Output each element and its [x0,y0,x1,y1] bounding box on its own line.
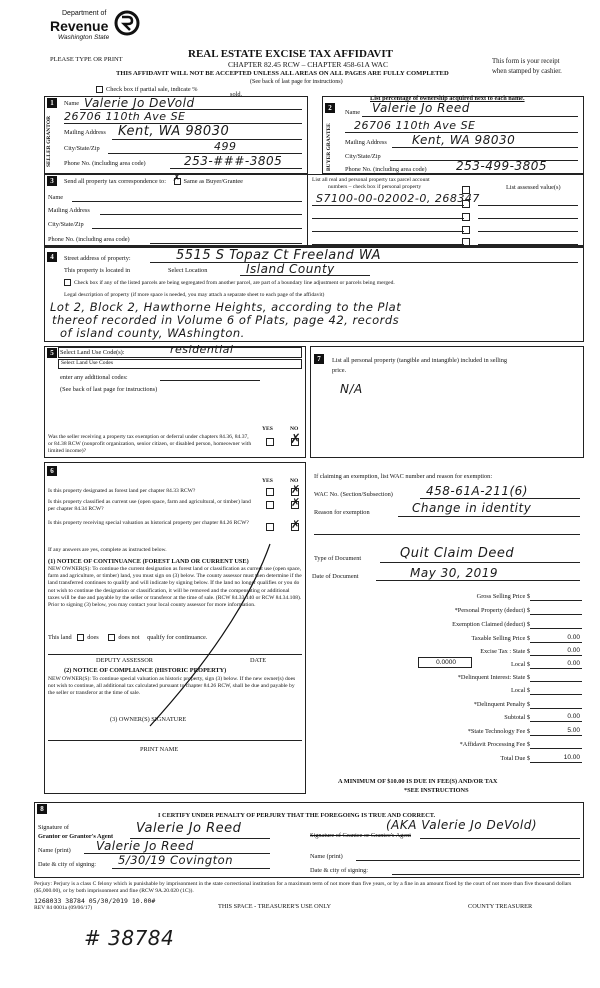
name-print-value[interactable]: Valerie Jo Reed [96,839,194,853]
rev-code: REV 84 0001a (09/06/17) [34,905,93,911]
section-2-number: 2 [325,103,335,113]
sec6-q2-no[interactable]: ✗ [291,496,301,509]
sec6-q3: Is this property receiving special valuation as historical property per chapter 84.26 RCW? [48,520,249,526]
pct-ownership: List percentage of ownership acquired next to each name. [370,95,525,102]
delinquent-penalty-label: *Delinquent Penalty $ [473,701,530,708]
total-value: 10.00 [563,754,580,761]
sec3-name-label: Name [48,194,64,201]
buyer-name-label: Name [345,109,361,116]
section-1-side-label: SELLER GRANTOR [46,115,52,167]
seller-city-label: City/State/Zip [64,145,100,152]
buyer-mailing[interactable]: Kent, WA 98030 [412,133,516,147]
gross-label: Gross Selling Price $ [476,593,530,600]
section-8-number: 8 [37,804,47,814]
form-warning: THIS AFFIDAVIT WILL NOT BE ACCEPTED UNLESS ALL AREAS ON ALL PAGES ARE FULLY COMPLETED [116,70,449,77]
seller-city-extra[interactable]: 499 [214,140,237,153]
sec5-yes-checkbox[interactable] [266,438,274,446]
parcel-list-label-1: List all real and personal property tax parcel account [312,177,430,183]
same-as-buyer-checkbox[interactable]: ✗ [172,173,182,185]
date-city-label-2: Date & city of signing: [310,867,369,874]
seller-phone[interactable]: 253-###-3805 [184,154,283,168]
sec5-no: NO [290,426,299,432]
taxable-value: 0.00 [567,634,580,641]
buyer-mailing-label: Mailing Address [345,139,387,146]
seller-mailing-label: Mailing Address [64,129,106,136]
claim-exemption-label: If claiming an exemption, list WAC number and reason for exemption: [314,473,493,480]
legal-desc-1[interactable]: Lot 2, Block 2, Hawthorne Heights, according to the Plat [50,300,402,314]
land-use-value[interactable]: residential [170,343,234,356]
section-5-number: 5 [47,348,57,358]
local2-label: Local $ [510,687,530,694]
legal-desc-2[interactable]: thereof recorded in Volume 6 of Plats, page 42, records [52,313,400,327]
buyer-city-label: City/State/Zip [345,153,381,160]
continuance-row: This land does does not qualify for continuance. [48,634,208,641]
select-location[interactable]: Select Location [168,267,208,274]
doc-type-label: Type of Document [314,555,362,562]
partial-sale-row: Check box if partial sale, indicate % [96,86,197,93]
subtotal-label: Subtotal $ [504,714,530,721]
sec3-mailing-label: Mailing Address [48,207,90,214]
minimum-due-1: A MINIMUM OF $10.00 IS DUE IN FEE(S) AND/OR TAX [338,778,498,785]
wac-label: WAC No. (Section/Subsection) [314,491,393,498]
personal-property-checkbox-1[interactable] [462,186,470,194]
county-treasurer: COUNTY TREASURER [468,903,533,910]
date-city-label: Date & city of signing: [38,861,97,868]
doc-type-value[interactable]: Quit Claim Deed [400,546,515,561]
section-7-number: 7 [314,354,324,364]
sec6-if-any: If any answers are yes, complete as instructed below. [48,547,167,553]
sec6-q3-yes[interactable] [266,523,274,531]
receipt-note-2: when stamped by cashier. [492,68,562,75]
assessed-value-label: List assessed value(s) [506,184,561,191]
notice1-body: NEW OWNER(S): To continue the current designation as forest land or classification as current use (open space, farm and agriculture, or timber) land, you must sign on (3) below. The county assessor must then determine if the land transferred continues to qualify and will indicate by signing below. If the land no longer qualifies or you do not wish to continue the designation or classification, it will be removed and the compensating or additional taxes will be due and payable by the seller or transferor at the time of sale. (RCW 84.33.140 or RCW 84.34.108). Prior to signing (3) below, you may contact your local county assessor for more information. [48,566,302,609]
buyer-address-line[interactable]: 26706 110th Ave SE [354,119,476,132]
seller-name[interactable]: Valerie Jo DeVold [84,96,195,110]
dept-line3: Washington State [58,34,110,41]
local-label: Local $ [510,661,530,668]
partial-sale-checkbox[interactable] [96,86,103,93]
sec3-phone-label: Phone No. (including area code) [48,236,130,243]
deputy-date-label: DATE [250,657,267,664]
buyer-name[interactable]: Valerie Jo Reed [372,101,470,115]
excise-label: Excise Tax : State $ [480,648,530,655]
owner-signature-label: (3) OWNER(S) SIGNATURE [110,716,187,723]
sec5-exemption-question: Was the seller receiving a property tax exemption or deferral under chapters 84.36, 84.37, or 84.38 RCW (nonprofit organization, senior citizen, or disabled person, homeowner with limited income)? [48,434,252,454]
section-4-number: 4 [47,252,57,262]
sec6-q1-yes[interactable] [266,488,274,496]
local-value: 0.00 [567,660,580,667]
notice1-title: (1) NOTICE OF CONTINUANCE (FOREST LAND OR CURRENT USE) [48,558,249,565]
land-use-codes-select[interactable]: Select Land Use Codes [58,359,302,369]
sig-grantee-label: Signature of Grantee or Grantee's Agent [310,832,411,839]
legal-desc-label: Legal description of property (if more space is needed, you may attach a separate sheet to each page of the affidavit) [64,292,325,298]
dept-line2: Revenue [50,18,109,34]
subtotal-value: 0.00 [567,713,580,720]
perjury-notice: Perjury: Perjury is a class C felony which is punishable by imprisonment in the state correctional institution for a maximum term of not more than five years, or by a fine in an amount fixed by the court of not more than five thousand dollars ($5,000.00), or by both imprisonment and fine (RCW 9A.20.020 (1C)). [34,881,572,895]
personal-property-checkbox-3[interactable] [462,213,470,221]
wa-logo-icon [114,10,140,36]
tech-fee-value: 5.00 [567,727,580,734]
seller-name-label: Name [64,100,80,107]
notice2-body: NEW OWNER(S): To continue special valuation as historic property, sign (3) below. If the new owner(s) does not wish to continue, all additional tax calculated pursuant to chapter 84.26 RCW, shall be due and payable by the seller or transferor at the time of sale. [48,676,296,697]
sig-grantor-label-2: Grantor or Grantor's Agent [38,833,114,840]
print-name-label: PRINT NAME [140,746,179,753]
seller-mailing[interactable]: Kent, WA 98030 [118,124,230,139]
deputy-assessor-label: DEPUTY ASSESSOR [96,657,153,664]
located-label: This property is located in [64,267,131,274]
grantee-signature[interactable]: (AKA Valerie Jo DeVold) [386,818,538,832]
legal-desc-3[interactable]: of island county, WAshington. [60,326,245,340]
dept-line1: Department of [62,10,107,17]
treasurer-space: THIS SPACE - TREASURER'S USE ONLY [218,903,331,910]
local-rate-value: 0.0000 [436,659,456,666]
sec6-q2-yes[interactable] [266,501,274,509]
sec6-yes: YES [262,478,273,484]
please-type: PLEASE TYPE OR PRINT [50,56,123,63]
seller-phone-label: Phone No. (including area code) [64,160,146,167]
parcel-list-label-2: numbers – check box if personal property [328,184,422,190]
strike-through-mark [130,540,290,730]
see-back-header: (See back of last page for instructions) [250,79,343,85]
section-1-number: 1 [47,98,57,108]
sec5-see-back: (See back of last page for instructions) [60,386,158,393]
personal-property-value[interactable]: N/A [340,382,363,396]
parcel-numbers[interactable]: S7100-00-02002-0, 268347 [316,192,480,205]
county[interactable]: Island County [246,262,335,276]
enter-additional: enter any additional codes: [60,374,128,381]
grantor-signature[interactable]: Valerie Jo Reed [136,821,242,836]
segregated-row: Check box if any of the listed parcels are being segregated from another parcel, are part of a boundary line adjustment or parcels being merged. [64,279,395,286]
notice2-title: (2) NOTICE OF COMPLIANCE (HISTORIC PROPERTY) [64,667,227,674]
section-6-number: 6 [47,466,57,476]
partial-sale-sold: sold. [230,91,243,98]
total-label: Total Due $ [500,755,530,762]
receipt-note-1: This form is your receipt [492,58,560,65]
sec6-q2: Is this property classified as current use (open space, farm and agricultural, or timber) land per chapter 84.34 RCW? [48,499,251,512]
buyer-phone-label: Phone No. (including area code) [345,166,427,173]
name-print-label: Name (print) [38,847,71,854]
exemption-claimed-label: Exemption Claimed (deduct) $ [452,621,530,628]
delinquent-interest-label: *Delinquent Interest: State $ [457,674,530,681]
date-city-value[interactable]: 5/30/19 Covington [118,853,233,867]
street-label: Street address of property: [64,255,131,262]
dept-logo [30,8,150,52]
street-address[interactable]: 5515 S Topaz Ct Freeland WA [176,248,381,263]
sec6-q3-no[interactable]: ✗ [291,518,301,531]
handwritten-number: # 38784 [84,926,175,950]
form-title: REAL ESTATE EXCISE TAX AFFIDAVIT [188,48,393,60]
segregated-checkbox[interactable] [64,279,71,286]
sec5-yes: YES [262,426,273,432]
sec3-city-label: City/State/Zip [48,221,84,228]
personal-property-checkbox-5[interactable] [462,238,470,246]
affidavit-fee-label: *Affidavit Processing Fee $ [459,741,530,748]
section-2-side-label: BUYER GRANTEE [326,123,332,171]
form-chapter: CHAPTER 82.45 RCW – CHAPTER 458-61A WAC [228,60,388,69]
send-correspondence-row: Send all property tax correspondence to: ✗ Same as Buyer/Grantee [64,173,243,185]
taxable-label: Taxable Selling Price $ [471,635,530,642]
sec5-no-checkbox[interactable]: ✗ [290,432,302,447]
does-checkbox[interactable] [77,634,84,641]
land-use-select-label: Select Land Use Code(s): [60,349,125,356]
sec6-q1: Is this property designated as forest land per chapter 84.33 RCW? [48,488,196,494]
sec6-q1-no[interactable]: ✗ [291,483,301,496]
sig-grantor-label-1: Signature of [38,824,69,831]
does-not-checkbox[interactable] [108,634,115,641]
certify-statement: I CERTIFY UNDER PENALTY OF PERJURY THAT THE FOREGOING IS TRUE AND CORRECT. [158,812,436,819]
sec7-label-1: List all personal property (tangible and intangible) included in selling [332,357,508,364]
tech-fee-label: *State Technology Fee $ [467,728,530,735]
doc-date-label: Date of Document [312,573,359,580]
excise-state-value: 0.00 [567,647,580,654]
seller-address-line[interactable]: 26706 110th Ave SE [64,110,186,123]
personal-property-checkbox-2[interactable] [462,200,470,208]
personal-property-checkbox-4[interactable] [462,226,470,234]
name-print-label-2: Name (print) [310,853,343,860]
buyer-phone[interactable]: 253-499-3805 [456,159,548,173]
reason-value[interactable]: Change in identity [412,501,532,515]
recording-stamp: 1268033 38784 05/30/2019 10.00# [34,897,156,905]
personal-label: *Personal Property (deduct) $ [454,607,530,614]
doc-date-value[interactable]: May 30, 2019 [410,566,499,580]
reason-label: Reason for exemption [314,509,370,516]
sec6-no: NO [290,478,299,484]
wac-value[interactable]: 458-61A-211(6) [426,484,528,498]
minimum-due-2: *SEE INSTRUCTIONS [404,787,469,794]
sec7-label-2: price. [332,367,347,374]
section-3-number: 3 [47,176,57,186]
